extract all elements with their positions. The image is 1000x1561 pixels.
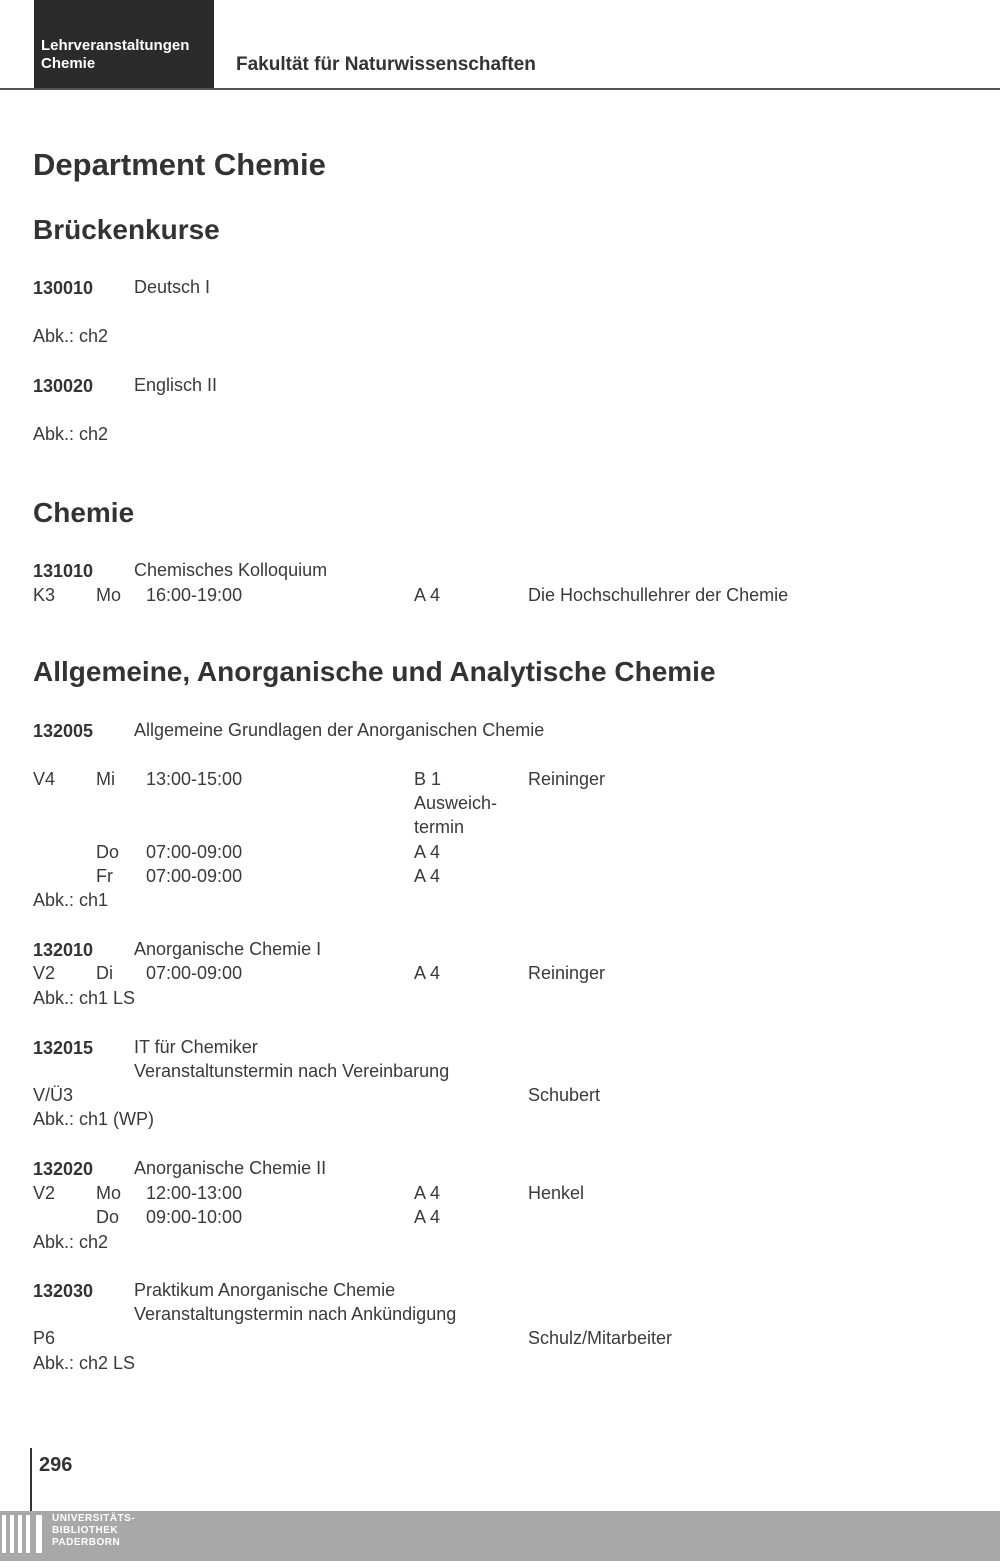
course-lecturer: Die Hochschullehrer der Chemie <box>528 585 789 605</box>
course-type: P6 <box>33 1328 56 1348</box>
course-time: 13:00-15:00 <box>146 769 243 789</box>
course-type: K3 <box>33 585 56 605</box>
course-subtitle: Veranstaltunstermin nach Vereinbarung <box>134 1061 450 1081</box>
section-title-brueckenkurse: Brückenkurse <box>33 214 220 245</box>
course-time: 16:00-19:00 <box>146 585 243 605</box>
course-name: Anorganische Chemie II <box>134 1158 327 1178</box>
course-lecturer: Henkel <box>528 1183 585 1203</box>
course-day: Di <box>96 963 113 983</box>
section-title-aaac: Allgemeine, Anorganische und Analytische Chemie <box>33 656 716 687</box>
library-logo-icon <box>0 1515 46 1561</box>
course-day: Mo <box>96 585 122 605</box>
course-room: A 4 <box>414 866 441 886</box>
course-room: A 4 <box>414 1183 441 1203</box>
course-abk: Abk.: ch1 LS <box>33 988 136 1008</box>
course-name: Englisch II <box>134 375 218 395</box>
course-code: 130010 <box>33 278 94 298</box>
course-time: 07:00-09:00 <box>146 963 243 983</box>
course-name: IT für Chemiker <box>134 1037 258 1057</box>
faculty-title: Fakultät für Naturwissenschaften <box>236 54 536 75</box>
course-subtitle: Veranstaltungstermin nach Ankündigung <box>134 1304 457 1324</box>
course-name: Deutsch I <box>134 277 211 297</box>
course-day: Do <box>96 842 120 862</box>
course-time: 12:00-13:00 <box>146 1183 243 1203</box>
library-name-line3: PADERBORN <box>52 1537 121 1548</box>
course-abk: Abk.: ch2 <box>33 424 109 444</box>
course-room: A 4 <box>414 585 441 605</box>
course-code: 132020 <box>33 1159 94 1179</box>
course-lecturer: Reininger <box>528 963 606 983</box>
course-code: 132030 <box>33 1281 94 1301</box>
header-box-line1: Lehrveranstaltungen <box>41 37 190 54</box>
course-abk: Abk.: ch2 <box>33 1232 109 1252</box>
course-abk: Abk.: ch1 (WP) <box>33 1109 155 1129</box>
page-number-rule <box>30 1448 32 1511</box>
course-lecturer: Reininger <box>528 769 606 789</box>
course-abk: Abk.: ch2 LS <box>33 1353 136 1373</box>
course-day: Do <box>96 1207 120 1227</box>
course-time: 09:00-10:00 <box>146 1207 243 1227</box>
course-time: 07:00-09:00 <box>146 866 243 886</box>
department-title: Department Chemie <box>33 147 326 182</box>
header-box <box>34 0 214 89</box>
library-name-line2: BIBLIOTHEK <box>52 1525 119 1536</box>
course-code: 132005 <box>33 721 94 741</box>
course-name: Allgemeine Grundlagen der Anorganischen Chemie <box>134 720 545 740</box>
course-type: V4 <box>33 769 56 789</box>
header-box-line2: Chemie <box>41 55 96 72</box>
course-day: Fr <box>96 866 113 886</box>
course-room: A 4 <box>414 842 441 862</box>
course-name: Anorganische Chemie I <box>134 939 322 959</box>
course-day: Mi <box>96 769 115 789</box>
room-note: Ausweich- <box>414 793 498 813</box>
room-note: termin <box>414 817 465 837</box>
library-footer <box>0 1511 1000 1561</box>
course-code: 130020 <box>33 376 94 396</box>
course-code: 132015 <box>33 1038 94 1058</box>
course-type: V/Ü3 <box>33 1085 74 1105</box>
course-name: Praktikum Anorganische Chemie <box>134 1280 396 1300</box>
course-code: 131010 <box>33 561 94 581</box>
course-type: V2 <box>33 963 56 983</box>
course-type: V2 <box>33 1183 56 1203</box>
course-lecturer: Schulz/Mitarbeiter <box>528 1328 673 1348</box>
section-title-chemie: Chemie <box>33 497 135 528</box>
course-room: A 4 <box>414 1207 441 1227</box>
course-code: 132010 <box>33 940 94 960</box>
library-name-line1: UNIVERSITÄTS- <box>52 1513 136 1524</box>
header-rule <box>0 88 1000 90</box>
course-abk: Abk.: ch1 <box>33 890 109 910</box>
page-number: 296 <box>39 1454 73 1476</box>
course-name: Chemisches Kolloquium <box>134 560 328 580</box>
course-room: A 4 <box>414 963 441 983</box>
course-lecturer: Schubert <box>528 1085 601 1105</box>
course-time: 07:00-09:00 <box>146 842 243 862</box>
course-day: Mo <box>96 1183 122 1203</box>
course-room: B 1 <box>414 769 442 789</box>
course-abk: Abk.: ch2 <box>33 326 109 346</box>
